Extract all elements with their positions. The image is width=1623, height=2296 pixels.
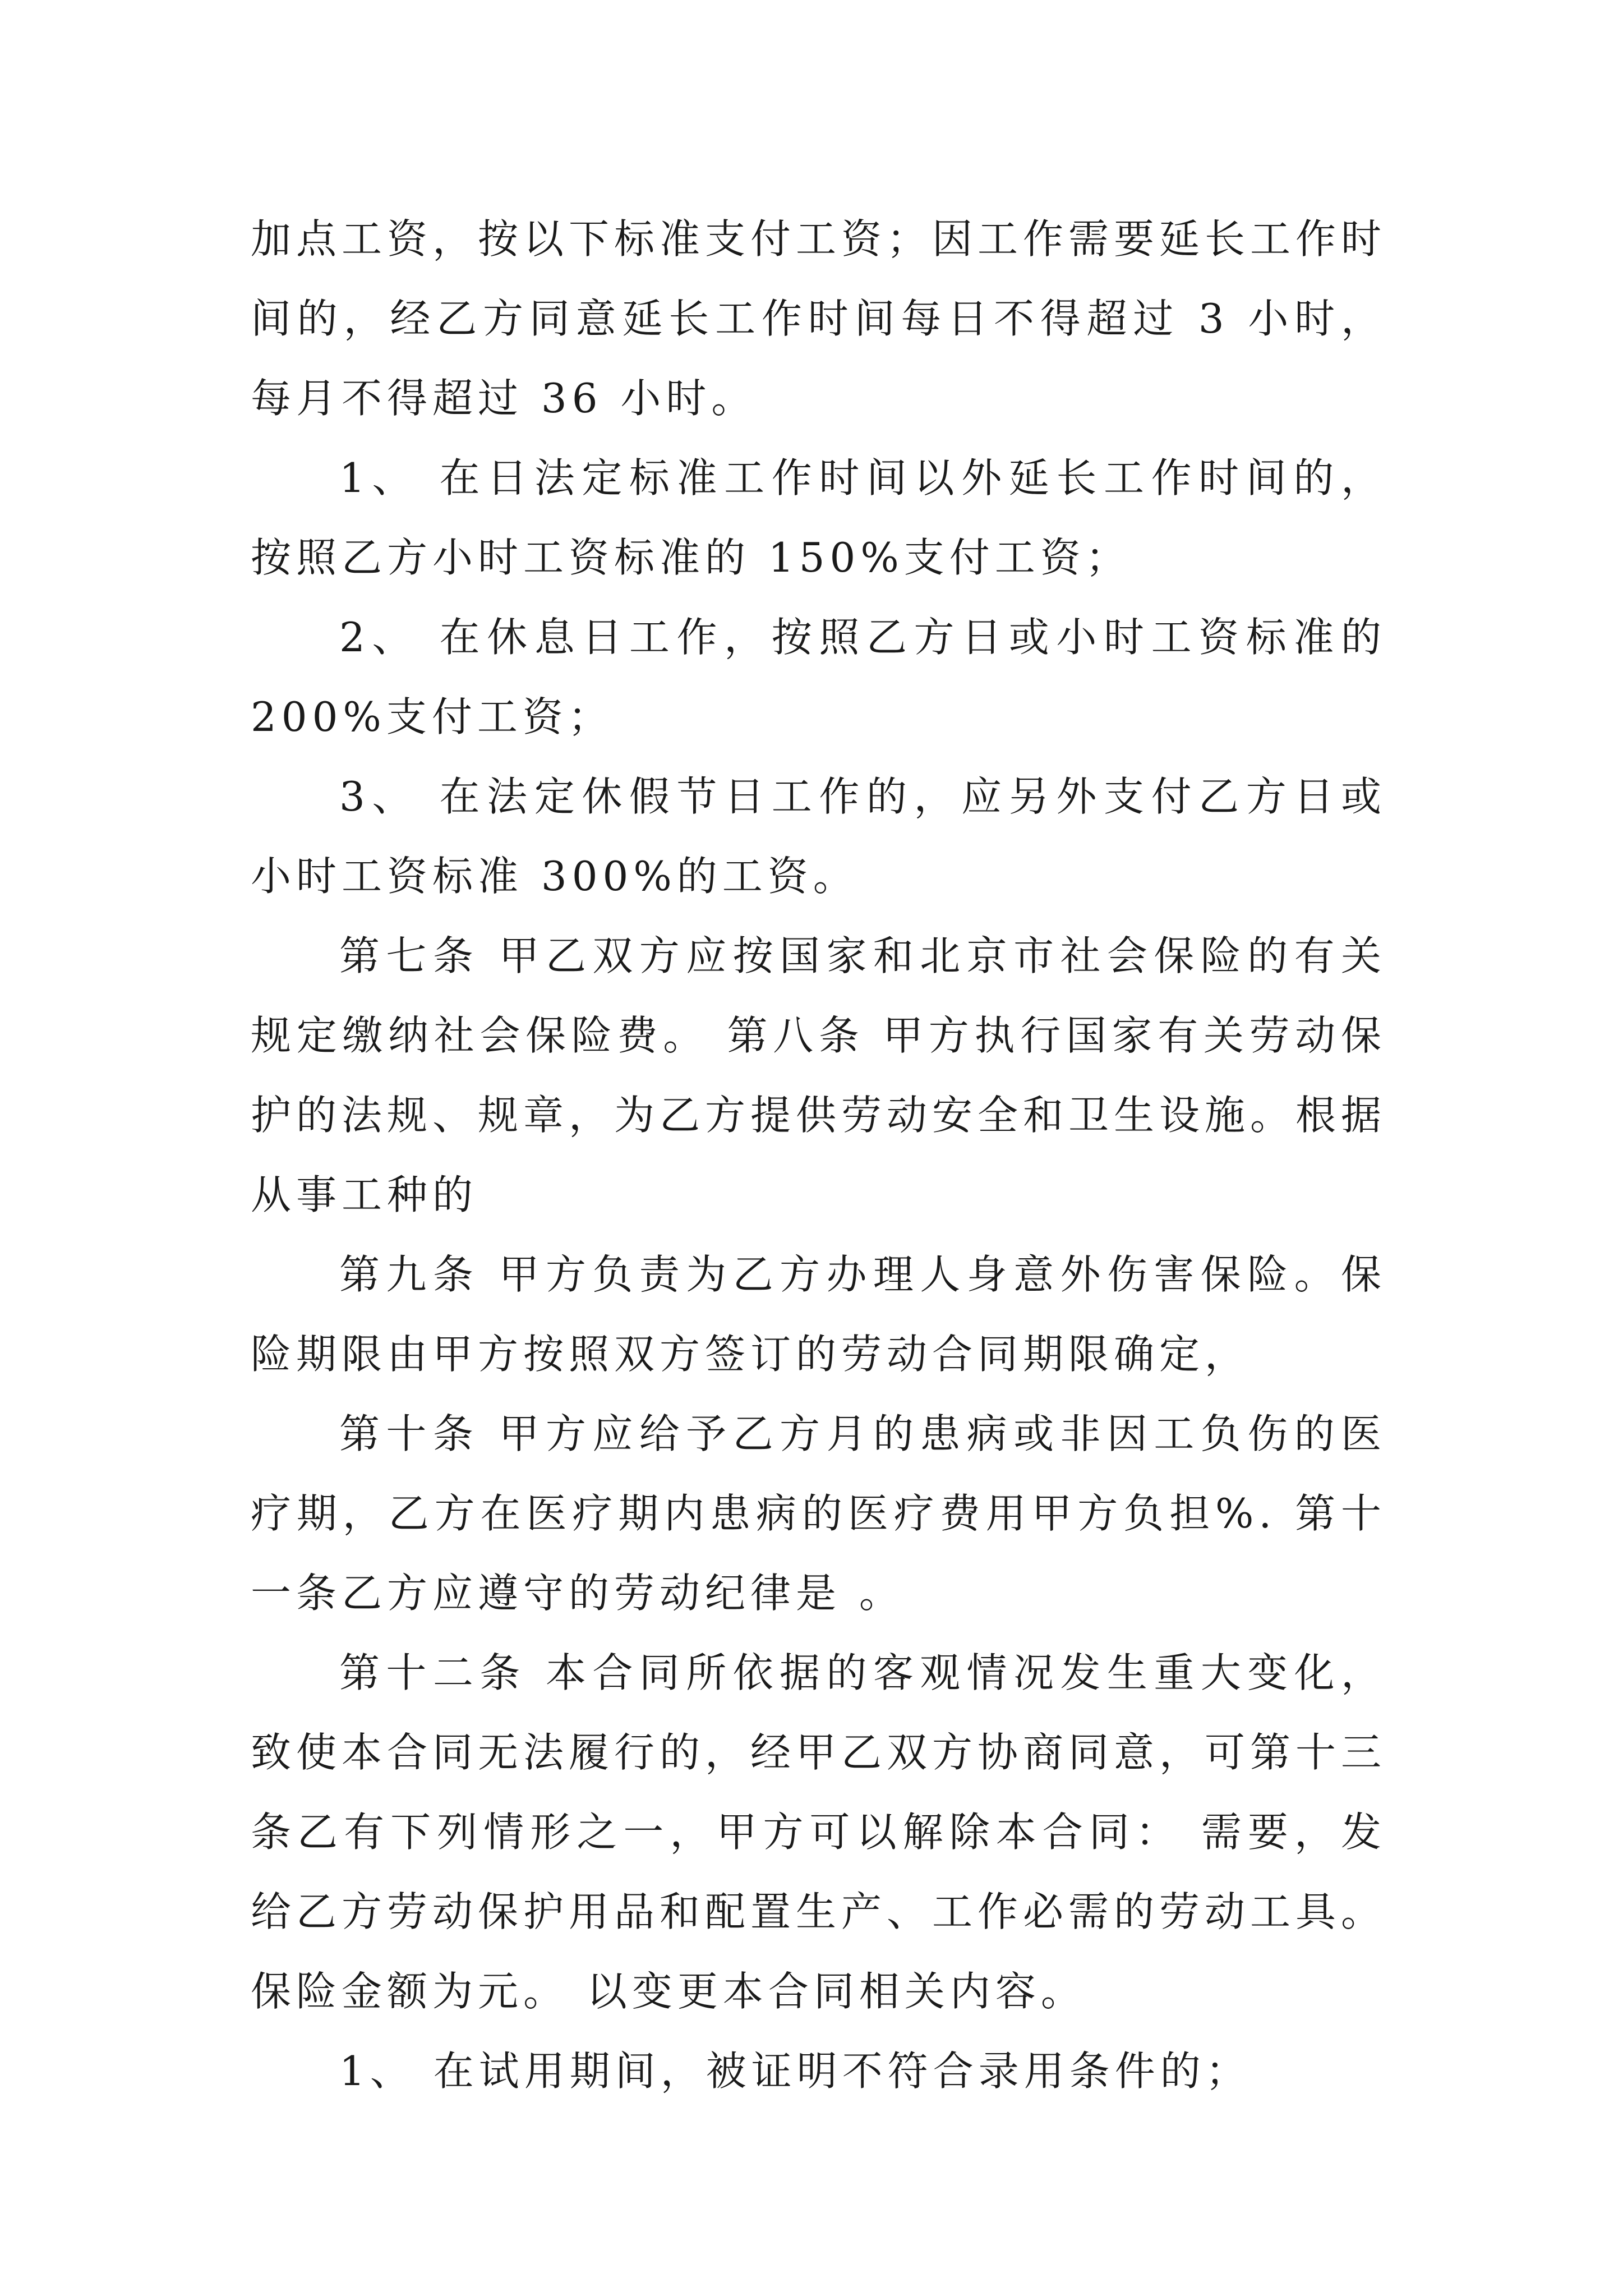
paragraph-overtime-intro: 加点工资，按以下标准支付工资；因工作需要延长工作时间的，经乙方同意延长工作时间每日不得超过 3 小时，每月不得超过 36 小时。 <box>251 215 1387 422</box>
paragraph-article-9: 第九条 甲方负责为乙方办理人身意外伤害保险。保险期限由甲方按照双方签订的劳动合同期限确定， <box>251 1251 1386 1378</box>
paragraph-overtime-item-1: 1、 在日法定标准工作时间以外延长工作时间的，按照乙方小时工资标准的 150%支付工资； <box>251 454 1386 581</box>
document-body <box>251 199 1386 2111</box>
paragraph-termination-item-1: 1、 在试用期间，被证明不符合录用条件的； <box>339 2047 1251 2095</box>
paragraph-article-12-13: 第十二条 本合同所依据的客观情况发生重大变化，致使本合同无法履行的，经甲乙双方协商同意，可第十三条乙有下列情形之一，甲方可以解除本合同： 需要，发给乙方劳动保护用品和配置生产、工作必需的劳动工具。 保险金额为元。 以变更本合同相关内容。 <box>251 1649 1387 2015</box>
paragraph-article-7-8: 第七条 甲乙双方应按国家和北京市社会保险的有关规定缴纳社会保险费。 第八条 甲方执行国家有关劳动保护的法规、规章，为乙方提供劳动安全和卫生设施。根据从事工种的 <box>251 932 1387 1218</box>
paragraph-overtime-item-2: 2、 在休息日工作，按照乙方日或小时工资标准的 200%支付工资； <box>251 614 1386 740</box>
paragraph-article-10-11: 第十条 甲方应给予乙方月的患病或非因工负伤的医疗期，乙方在医疗期内患病的医疗费用甲方负担%. 第十一条乙方应遵守的劳动纪律是 。 <box>251 1410 1386 1617</box>
paragraph-overtime-item-3: 3、 在法定休假节日工作的，应另外支付乙方日或小时工资标准 300%的工资。 <box>251 773 1386 900</box>
